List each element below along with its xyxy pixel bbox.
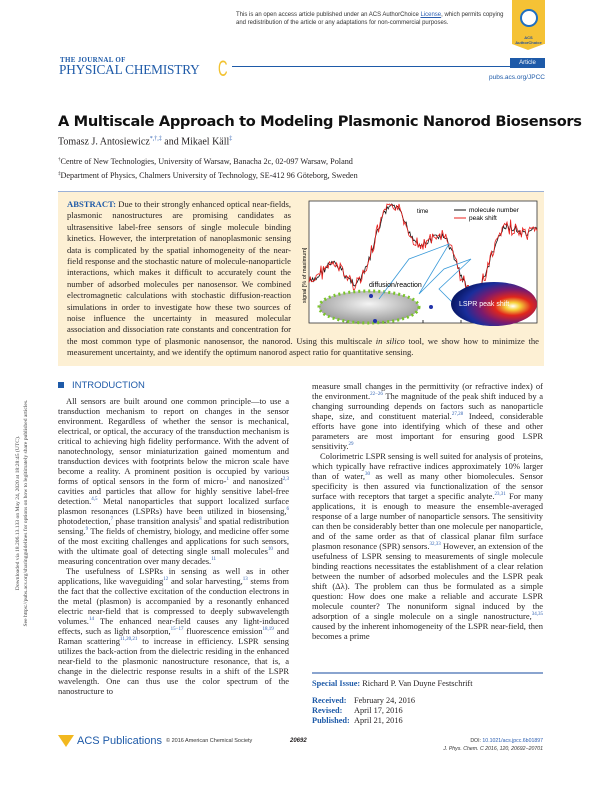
- date-label: Revised:: [312, 706, 343, 715]
- open-access-notice: [236, 11, 504, 27]
- authorchoice-badge[interactable]: [512, 0, 545, 44]
- citation-link[interactable]: 22−26: [370, 392, 383, 398]
- text-run: The usefulness of LSPRs in sensing as well as in other applications, like waveguiding: [58, 566, 289, 586]
- article-title: A Multiscale Approach to Modeling Plasmonic Nanorod Biosensors: [58, 113, 582, 130]
- text-run: to increase in efficiency. LSPR sensing utilizes the back-action from the dielectric residing in the enhanced near-field to the plasmonic nanostructure resonance, that is, a change in the dielectric response results in a shift of the LSPR wavelength. One can thus use the color spectrum of the nanostructure to: [58, 636, 289, 696]
- text-run: The enhanced near-field causes any light-induced effects, such as light absorption,: [58, 616, 289, 636]
- publisher-name: ACS Publications: [77, 735, 162, 747]
- molecule-icon: [429, 305, 433, 309]
- doi-block: [443, 737, 543, 753]
- doi-link[interactable]: 10.1021/acs.jpcc.6b01897: [482, 738, 543, 744]
- text-run: However, an extension of the usefulness of LSPR sensing to measurements of single molecule binding reactions necessitates the establishment of a clear relation between the number of adsorbed molecules and the LSPR peak shift (Δλ). The problem can thus be formulated as a simple question: How does one make a reliable and accurate LSPR molecule counter? The nonuniform signal induced by the adsorption of a single molecule on a single nanostructure,: [312, 541, 543, 621]
- page-number: 20692: [290, 738, 307, 744]
- text-run: The magnitude of the peak shift induced by a changing surrounding depends on factors such as nanoparticle shape, size, and constituent material.: [312, 391, 543, 421]
- date-received: [312, 696, 415, 705]
- citation-link[interactable]: 34,35: [531, 612, 543, 618]
- author-name[interactable]: Mikael Käll: [181, 136, 230, 148]
- date-published: [312, 716, 403, 725]
- article-type-badge: Article: [510, 58, 545, 68]
- text-run: and measuring concentration over many decades.: [58, 546, 289, 566]
- author-separator: and: [161, 136, 182, 148]
- acs-logo-icon: [58, 735, 74, 747]
- citation-link[interactable]: 6: [286, 507, 289, 513]
- text-run: caused by the inherent inhomogeneity of the LSPR near-field, then becomes a prime: [312, 621, 543, 641]
- italic-text: in silico: [375, 335, 405, 346]
- nanorod-illustration: [319, 291, 419, 323]
- text-run: photodetection,: [58, 516, 111, 526]
- doi-label: DOI:: [470, 738, 483, 744]
- citation-link[interactable]: 11,20,21: [120, 637, 138, 643]
- left-column: [58, 396, 289, 696]
- text-run: The fields of chemistry, biology, and medicine offer some of the most exciting challenges and applications for such sensors, with the ultimate goal of detecting single small molecules: [58, 526, 289, 556]
- toc-graphic: [299, 199, 539, 326]
- lspr-label: LSPR peak shift: [459, 301, 510, 308]
- text-run: phase transition analysis: [113, 516, 200, 526]
- text-run: cavities and particles that allow for highly sensitive label-free detection.: [58, 486, 289, 506]
- citation-link[interactable]: 15−17: [170, 627, 184, 633]
- paragraph: [312, 381, 543, 451]
- text-run: Metal nanoparticles that support localized surface plasmon resonances (LSPRs) have been utilized in biosensing,: [58, 496, 289, 516]
- section-bullet-icon: [58, 382, 64, 388]
- citation-link[interactable]: 7: [110, 517, 114, 523]
- open-access-icon: [520, 9, 538, 27]
- date-label: Published:: [312, 716, 350, 725]
- text-run: as well as many other biomolecules. Sensor specificity is then assured via functionalization of the sensor surface with receptors that target a specific analyte.: [312, 471, 543, 501]
- date-value: February 24, 2016: [354, 696, 416, 705]
- notice-text: This is an open access article published under an ACS AuthorChoice: [236, 12, 421, 18]
- text-run: stems from the fact that the collective excitation of the conduction electrons in the metal (plasmon) is accompanied by a resonantly enhanced electric near-field that is compressed to deeply subwavelength volumes.: [58, 576, 289, 626]
- acs-publications-logo[interactable]: [58, 735, 162, 747]
- affiliation-mark: ‡: [58, 171, 61, 177]
- date-revised: [312, 706, 403, 715]
- right-column: [312, 381, 543, 641]
- author-name[interactable]: Tomasz J. Antosiewicz: [58, 136, 150, 148]
- date-value: April 21, 2016: [354, 716, 403, 725]
- molecule-icon: [373, 319, 377, 323]
- citation-link[interactable]: 11: [211, 557, 217, 563]
- sharing-guidelines-link[interactable]: See https://pubs.acs.org/sharingguidelines for options on how to legitimately share published articles.: [23, 399, 29, 627]
- text-run: and nanosized: [228, 476, 283, 486]
- author-list: [58, 136, 232, 147]
- author-marks: *,†,‡: [149, 136, 162, 142]
- text-run: and solar harvesting,: [168, 576, 243, 586]
- abstract-label: ABSTRACT:: [67, 199, 117, 209]
- journal-logo-line1: THE JOURNAL OF: [60, 56, 126, 64]
- author-marks: ‡: [229, 136, 233, 142]
- text-run: Due to their strongly enhanced optical near-fields, plasmonic nanostructures are promising candidates as ultrasensitive label-free sensors of single molecule binding kinetics. However, the interpretation of nanoplasmonic sensing data is complicated by the spatial inhomogeneity of the near-field response and the stochastic nature of molecule-nanoparticle interactions, which makes it difficult to accurately count the number of adsorbed molecules per nanosensor. We combined electromagnetic calculations with stochastic diffusion-reaction simulations in order to investigate how these two sources of noise influence the uncertainty in measured molecular association and dissociation rate constants and concentration for the most common type of plasmonic nanosensor, the nanorod. Using this multiscale: [67, 199, 376, 346]
- citation-link[interactable]: 1: [226, 477, 229, 483]
- affiliation-text: Department of Physics, Chalmers University of Technology, SE-412 96 Göteborg, Sweden: [60, 171, 358, 180]
- section-heading-introduction: [58, 380, 145, 391]
- special-issue-value: Richard P. Van Duyne Festschrift: [362, 679, 473, 688]
- diffusion-label: diffusion/reaction: [369, 282, 422, 289]
- journal-logo-letter: C: [218, 56, 228, 81]
- citation-link[interactable]: 27,28: [451, 412, 464, 418]
- text-run: All sensors are built around one common principle—to use a transduction mechanism to report on changes in the sensor environment. Regardless of whether the sensor is mechanical, electrical, or optical, the accuracy of the transduction mechanism is critical to achieving high fidelity performance. With the advent of nanotechnology, sensor miniaturization gained momentum and transduction devices with footprints below the micron scale have become a reality. A prominent position is occupied by various forms of optical sensors in the form of micro-: [58, 396, 289, 486]
- special-issue: [312, 679, 473, 688]
- download-notice-line: Downloaded via 18.206.13.133 on May 24, 2020 at 18:28:45 (UTC).: [15, 435, 21, 591]
- text-run: For many applications, it is enough to measure the ensemble-averaged response of a large number of nanoparticle sensors. The sensitivity can then be considerably better than one molecule per nanoparticle, and of the same order as that of classical planar film surface plasmon resonance (SPR) sensors.: [312, 491, 543, 551]
- citation-link[interactable]: 12: [163, 577, 169, 583]
- text-run: Indeed, considerable efforts have gone into identifying which of these and other parameters are most important for ensuring good LSPR sensitivity.: [312, 411, 543, 451]
- citation-link[interactable]: 18,19: [262, 627, 274, 633]
- text-run: measure small changes in the permittivity (or refractive index) of the environment.: [312, 381, 543, 401]
- citation-link[interactable]: 4,5: [91, 497, 98, 503]
- download-notice: [14, 383, 30, 643]
- paragraph: [312, 451, 543, 641]
- citation-link[interactable]: 2,3: [282, 477, 289, 483]
- abstract-box: [58, 191, 544, 366]
- affiliation-text: Centre of New Technologies, University of Warsaw, Banacha 2c, 02-097 Warsaw, Poland: [60, 157, 353, 166]
- legend-molecule: molecule number: [469, 207, 519, 214]
- citation-link[interactable]: 8: [199, 517, 202, 523]
- badge-label: ACS AuthorChoice: [515, 35, 542, 45]
- license-link[interactable]: License: [420, 12, 442, 18]
- journal-url[interactable]: pubs.acs.org/JPCC: [489, 74, 545, 81]
- footnote-rule: [312, 672, 543, 674]
- copyright: © 2016 American Chemical Society: [166, 738, 253, 744]
- paragraph: [58, 396, 289, 566]
- citation-link[interactable]: 10: [267, 547, 273, 553]
- affiliation-mark: †: [58, 157, 61, 163]
- citation-link[interactable]: 23,31: [494, 492, 506, 498]
- header-rule: [232, 66, 510, 67]
- affiliation: [58, 157, 353, 166]
- citation-link[interactable]: 29: [348, 442, 354, 448]
- molecule-icon: [369, 294, 373, 298]
- section-title: INTRODUCTION: [72, 380, 145, 391]
- citation: J. Phys. Chem. C 2016, 120, 20692−20701: [443, 746, 543, 752]
- citation-link[interactable]: 9: [85, 527, 89, 533]
- special-issue-label: Special Issue:: [312, 679, 361, 688]
- citation-link[interactable]: 32,33: [429, 542, 441, 548]
- citation-link[interactable]: 13: [242, 577, 248, 583]
- journal-logo-line2: PHYSICAL CHEMISTRY: [59, 63, 200, 78]
- citation-link[interactable]: 14: [88, 617, 94, 623]
- text-run: and Raman scattering: [58, 626, 289, 646]
- citation-link[interactable]: 30: [365, 472, 371, 478]
- text-run: and spatial redistribution sensing.: [58, 516, 289, 536]
- paragraph: [58, 566, 289, 696]
- x-axis-label: time: [417, 209, 429, 215]
- y-axis-label: signal [% of maximum]: [302, 247, 308, 303]
- text-run: Colorimetric LSPR sensing is well suited for analysis of proteins, which typically have refractive indices approximately 10% larger than of water,: [312, 451, 543, 481]
- date-value: April 17, 2016: [354, 706, 403, 715]
- notice-text: , which permits copying and redistribution of the article or any adaptations for non-commercial purposes.: [236, 12, 504, 26]
- legend-peak: peak shift: [469, 215, 497, 222]
- date-label: Received:: [312, 696, 347, 705]
- text-run: fluorescence emission: [183, 626, 263, 636]
- text-run: tool, we show how to minimize the measurement uncertainty, and we identify the optimum nanorod aspect ratio for quantitative sensing.: [67, 335, 539, 358]
- abstract-text: [67, 199, 539, 359]
- affiliation: [58, 171, 358, 180]
